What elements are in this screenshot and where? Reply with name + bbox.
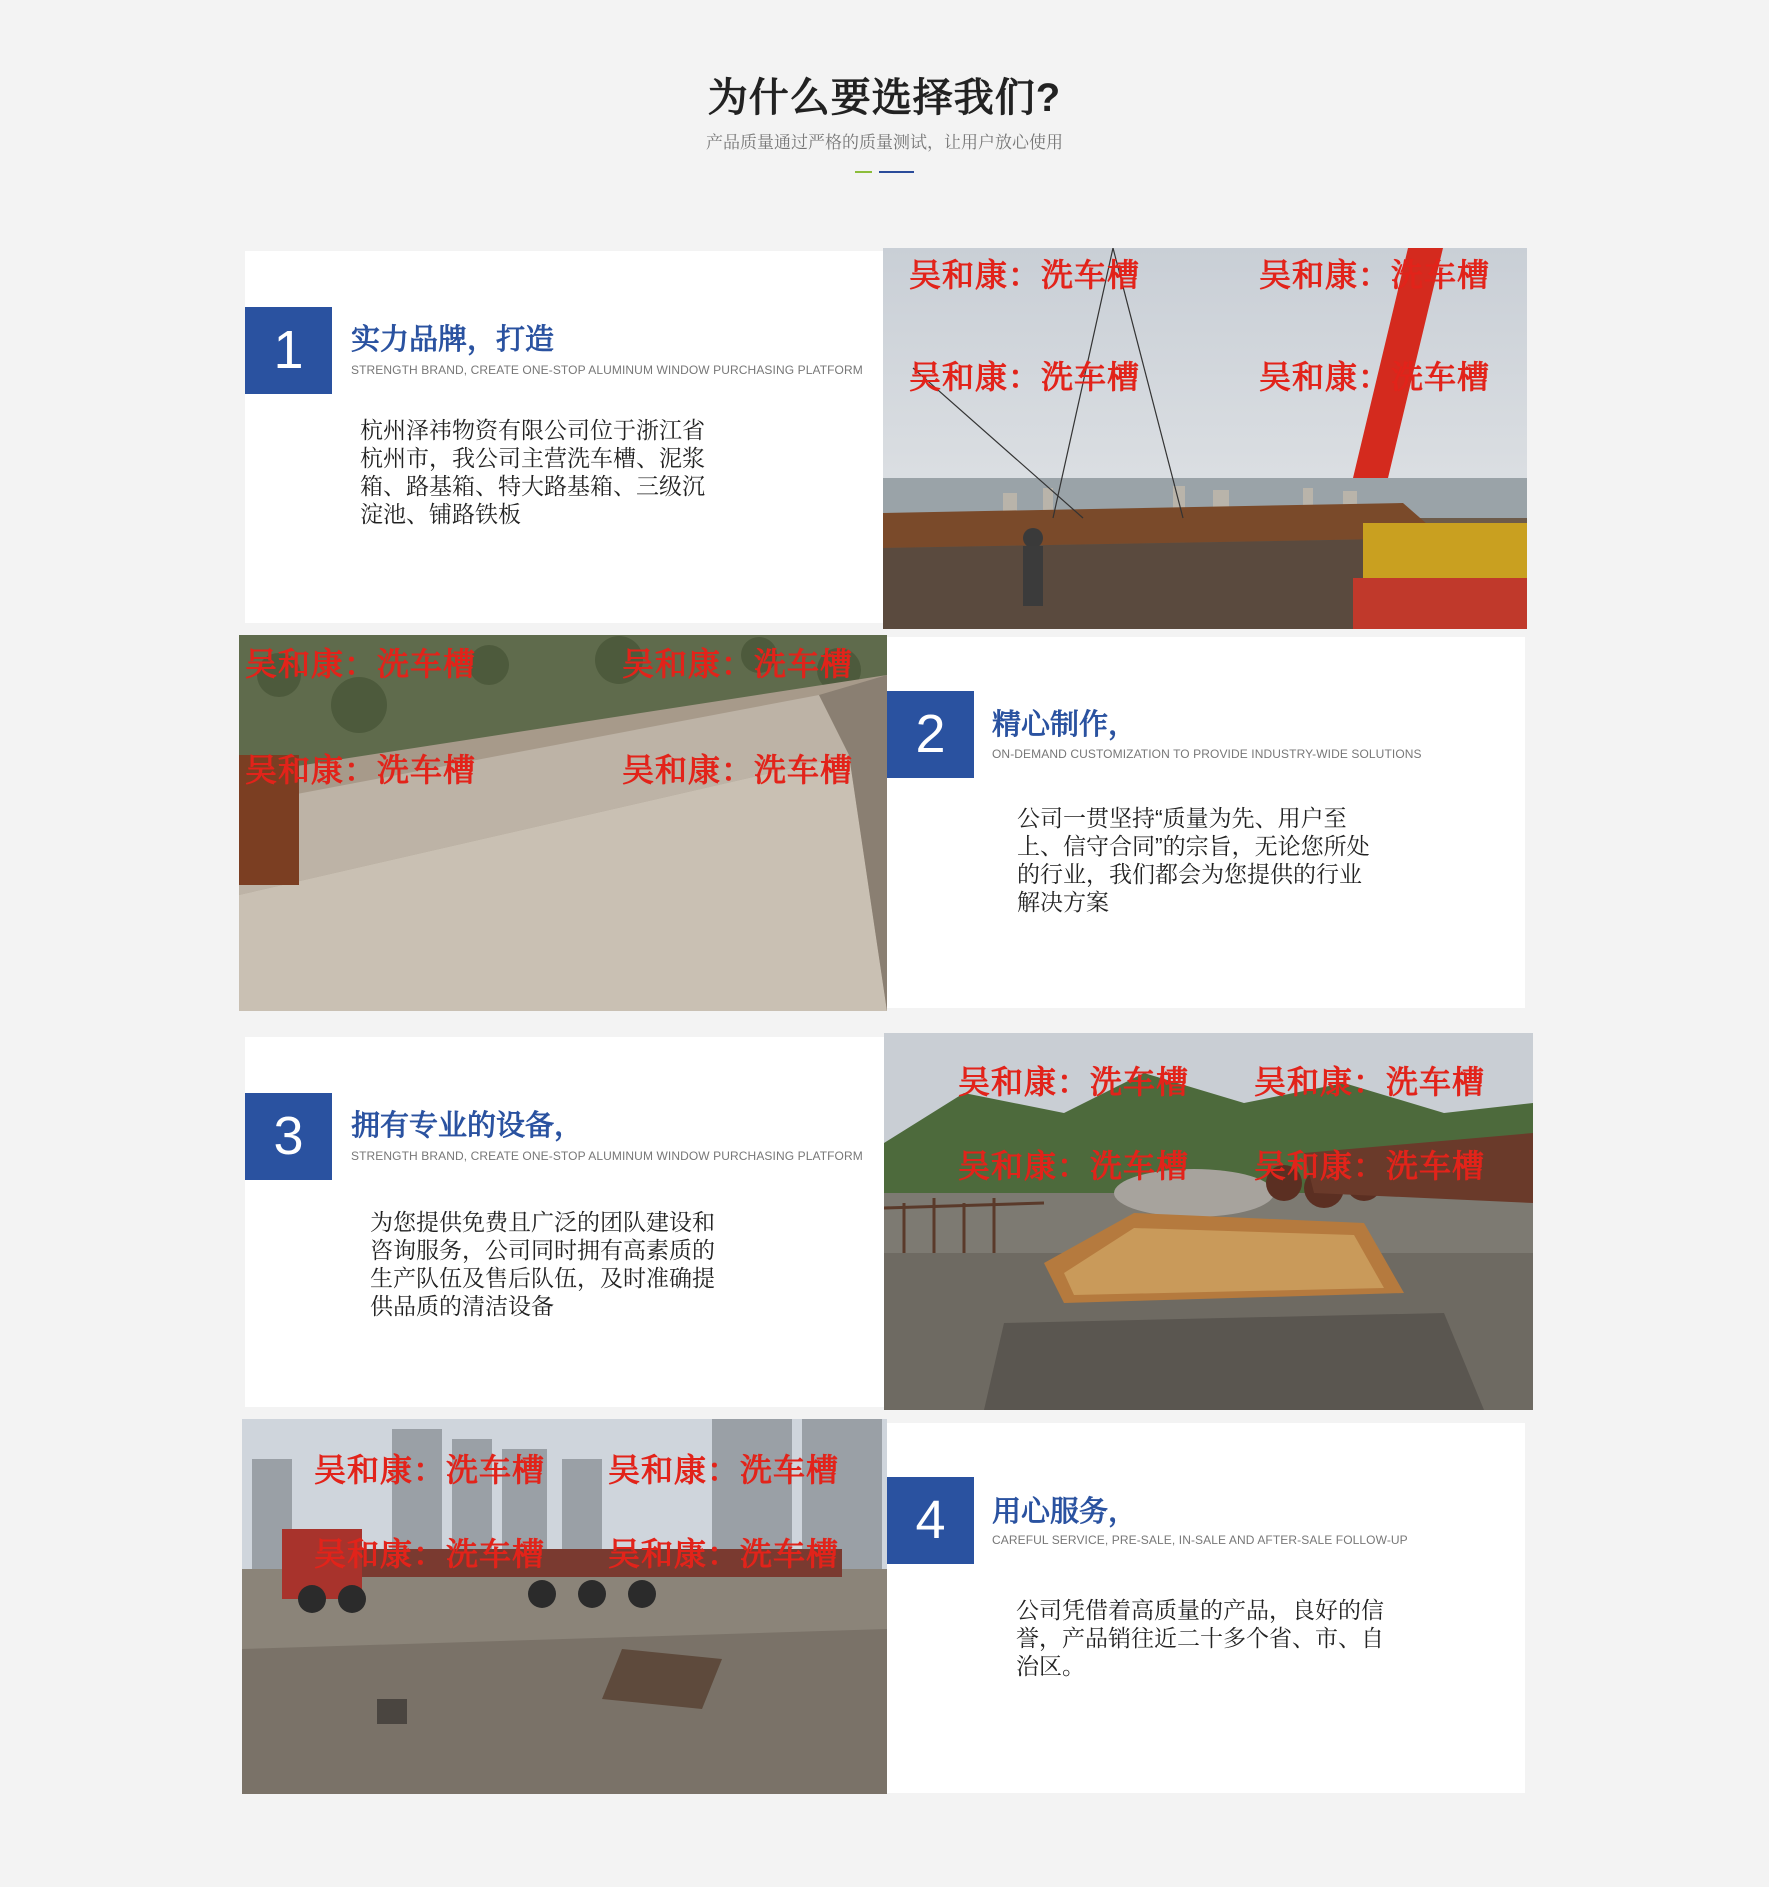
crane-photo-graphic [883,248,1527,629]
watermark-text: 吴和康：洗车槽 [622,646,854,682]
feature-title: 实力品牌，打造 [351,324,555,356]
feature-description: 公司凭借着高质量的产品，良好的信誉，产品销往近二十多个省、市、自治区。 [1016,1597,1384,1679]
feature-photo-2 [239,635,887,1011]
watermark-text: 吴和康：洗车槽 [622,752,854,788]
feature-subtitle: STRENGTH BRAND, CREATE ONE-STOP ALUMINUM WINDOW PURCHASING PLATFORM [351,363,863,377]
feature-card-2 [887,637,1525,1008]
feature-title: 拥有专业的设备， [351,1110,584,1142]
feature-description: 公司一贯坚持“质量为先、用户至上、信守合同”的宗旨，无论您所处的行业，我们都会为您提供的行业解决方案 [1017,805,1370,915]
accent-line-blue [879,171,914,173]
feature-subtitle: ON-DEMAND CUSTOMIZATION TO PROVIDE INDUSTRY-WIDE SOLUTIONS [992,747,1422,761]
feature-number-badge: 1 [245,307,332,394]
section-title: 为什么要选择我们? [707,76,1062,120]
feature-subtitle: STRENGTH BRAND, CREATE ONE-STOP ALUMINUM WINDOW PURCHASING PLATFORM [351,1149,863,1163]
feature-description: 杭州泽祎物资有限公司位于浙江省杭州市，我公司主营洗车槽、泥浆箱、路基箱、特大路基箱、三级沉淀池、铺路铁板 [360,417,705,527]
feature-photo-1 [883,248,1527,629]
watermark-text: 吴和康：洗车槽 [245,646,477,682]
watermark-text: 吴和康：洗车槽 [1259,257,1491,293]
feature-number-badge: 2 [887,691,974,778]
feature-photo-3 [884,1033,1533,1410]
accent-line-green [855,171,872,173]
trough-photo-graphic [239,635,887,1011]
feature-title: 用心服务， [992,1496,1138,1528]
feature-number-badge: 4 [887,1477,974,1564]
watermark-text: 吴和康：洗车槽 [608,1452,840,1488]
watermark-text: 吴和康：洗车槽 [909,359,1141,395]
watermark-text: 吴和康：洗车槽 [608,1536,840,1572]
watermark-text: 吴和康：洗车槽 [1254,1148,1486,1184]
watermark-text: 吴和康：洗车槽 [958,1064,1190,1100]
section-subtitle: 产品质量通过严格的质量测试，让用户放心使用 [706,133,1063,152]
feature-description: 为您提供免费且广泛的团队建设和咨询服务，公司同时拥有高素质的生产队伍及售后队伍，及时准确提供品质的清洁设备 [370,1209,715,1319]
watermark-text: 吴和康：洗车槽 [1254,1064,1486,1100]
watermark-text: 吴和康：洗车槽 [314,1452,546,1488]
feature-photo-4 [242,1419,887,1794]
feature-card-1 [245,251,885,623]
feature-title: 精心制作， [992,709,1138,741]
watermark-text: 吴和康：洗车槽 [314,1536,546,1572]
watermark-text: 吴和康：洗车槽 [909,257,1141,293]
watermark-text: 吴和康：洗车槽 [1259,359,1491,395]
watermark-text: 吴和康：洗车槽 [245,752,477,788]
feature-card-4 [887,1423,1525,1793]
watermark-text: 吴和康：洗车槽 [958,1148,1190,1184]
feature-subtitle: CAREFUL SERVICE, PRE-SALE, IN-SALE AND AFTER-SALE FOLLOW-UP [992,1533,1408,1547]
feature-card-3 [245,1037,885,1407]
feature-number-badge: 3 [245,1093,332,1180]
